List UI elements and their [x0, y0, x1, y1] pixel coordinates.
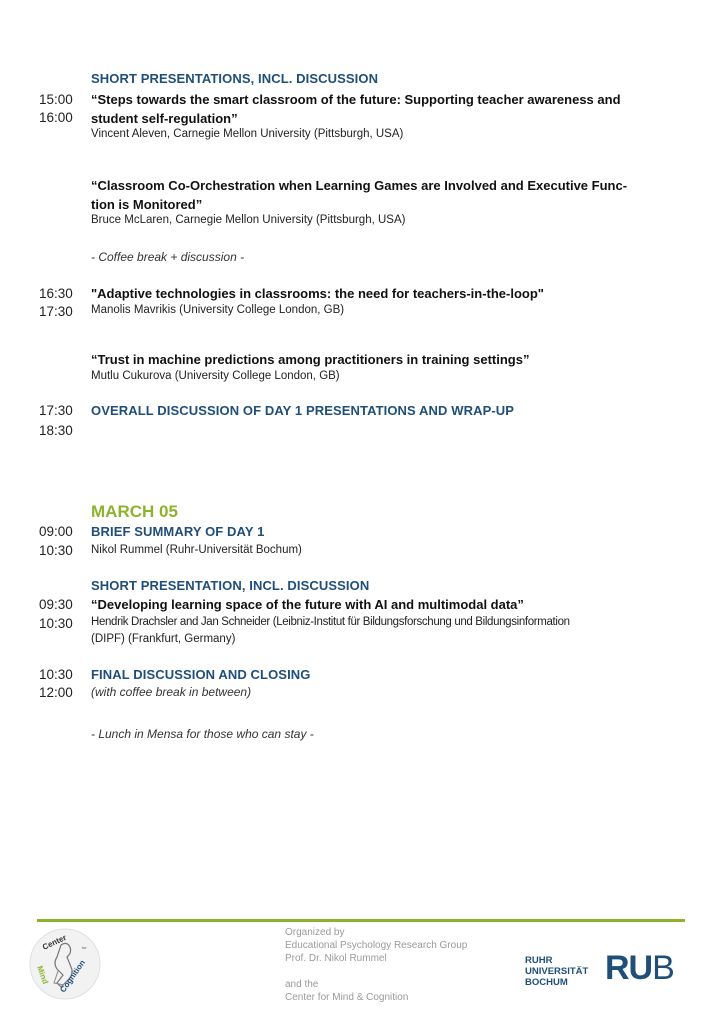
time-end: 18:30 [39, 423, 73, 438]
time-start: 09:30 [39, 597, 73, 612]
talk-title: “Steps towards the smart classroom of the future: Supporting teacher awareness and [91, 92, 621, 107]
time-end: 12:00 [39, 685, 73, 700]
talk-speaker: Vincent Aleven, Carnegie Mellon University (Pittsburgh, USA) [91, 128, 404, 140]
session-note: (with coffee break in between) [91, 685, 252, 699]
session-heading: SHORT PRESENTATIONS, INCL. DISCUSSION [91, 71, 379, 86]
time-end: 10:30 [39, 543, 73, 558]
time-start: 17:30 [39, 403, 73, 418]
talk-title: "Adaptive technologies in classrooms: the need for teachers-in-the-loop" [91, 286, 544, 301]
rub-wordmark [525, 955, 588, 988]
session-heading: SHORT PRESENTATION, INCL. DISCUSSION [91, 578, 370, 593]
organizer-info [285, 926, 467, 1004]
rub-logo [605, 948, 674, 988]
organizer-line: Prof. Dr. Nikol Rummel [285, 953, 387, 964]
organizer-line: and the [285, 979, 319, 990]
talk-title: “Classroom Co-Orchestration when Learning Games are Involved and Executive Func- [91, 178, 628, 193]
organizer-line: Educational Psychology Research Group [285, 940, 468, 951]
lunch-note: - Lunch in Mensa for those who can stay - [91, 727, 314, 741]
day-date: MARCH 05 [91, 502, 178, 521]
organizer-line: Center for Mind & Cognition [285, 992, 409, 1003]
talk-title-cont: tion is Monitored” [91, 197, 203, 212]
time-start: 10:30 [39, 667, 73, 682]
talk-speaker: Hendrik Drachsler and Jan Schneider (Leibniz-Institut für Bildungsforschung und Bildungsinformation [91, 616, 570, 628]
talk-speaker: Manolis Mavrikis (University College London, GB) [91, 304, 345, 316]
time-end: 17:30 [39, 304, 73, 319]
time-start: 16:30 [39, 286, 73, 301]
logo-word-cognition: Cognition [58, 958, 88, 995]
talk-speaker: Nikol Rummel (Ruhr-Universität Bochum) [91, 544, 302, 556]
talk-speaker: Mutlu Cukurova (University College London, GB) [91, 370, 340, 382]
time-end: 16:00 [39, 110, 73, 125]
rub-logo-bold: RU [605, 949, 653, 987]
coffee-break-note: - Coffee break + discussion - [91, 250, 245, 264]
time-start: 15:00 [39, 92, 73, 107]
time-end: 10:30 [39, 616, 73, 631]
session-heading: OVERALL DISCUSSION OF DAY 1 PRESENTATIONS AND WRAP-UP [91, 403, 515, 418]
organizer-line [285, 965, 467, 978]
talk-speaker: Bruce McLaren, Carnegie Mellon University (Pittsburgh, USA) [91, 214, 406, 226]
talk-title-cont: student self-regulation” [91, 111, 238, 126]
organizer-line: Organized by [285, 927, 345, 938]
talk-title: “Developing learning space of the future with AI and multimodal data” [91, 597, 524, 612]
talk-speaker-cont: (DIPF) (Frankfurt, Germany) [91, 633, 236, 645]
rub-logo-thin: B [652, 949, 674, 987]
session-heading: BRIEF SUMMARY OF DAY 1 [91, 524, 265, 539]
logo-word-for: for [82, 945, 87, 950]
talk-title: “Trust in machine predictions among practitioners in training settings” [91, 352, 530, 367]
time-start: 09:00 [39, 524, 73, 539]
logo-word-center: Center [41, 932, 68, 952]
center-mind-cognition-logo [28, 927, 102, 1001]
rub-wordmark-line: RUHR [525, 955, 553, 966]
rub-wordmark-line: BOCHUM [525, 977, 568, 988]
logo-word-mind: Mind [35, 964, 50, 986]
session-heading: FINAL DISCUSSION AND CLOSING [91, 667, 311, 682]
rub-wordmark-line: UNIVERSITÄT [525, 966, 589, 977]
footer-divider [37, 919, 685, 922]
